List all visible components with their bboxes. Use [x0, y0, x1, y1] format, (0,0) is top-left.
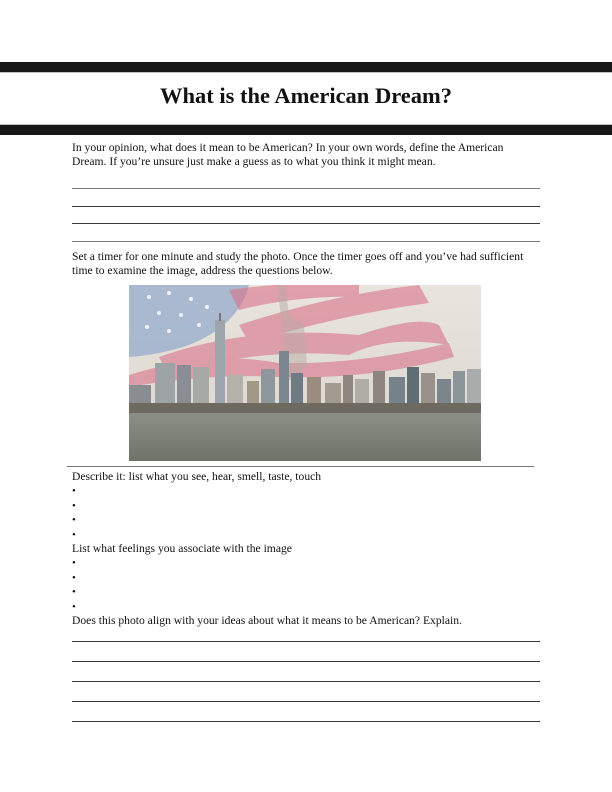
explain-line-3[interactable] [72, 681, 540, 682]
prompt-line-2: Dream. If you’re unsure just make a guess as to what you think it might mean. [72, 155, 436, 168]
feelings-bullet-3[interactable]: • [72, 586, 76, 598]
skyline-flag-photo [129, 285, 481, 461]
feelings-prompt: List what feelings you associate with the image [72, 542, 292, 555]
header-bar-top [0, 62, 612, 73]
answer-line-1[interactable] [72, 188, 540, 189]
describe-bullet-2[interactable]: • [72, 500, 76, 512]
describe-bullet-3[interactable]: • [72, 514, 76, 526]
answer-line-3[interactable] [72, 223, 540, 224]
describe-bullet-4[interactable]: • [72, 529, 76, 541]
explain-line-5[interactable] [72, 721, 540, 722]
answer-line-2[interactable] [72, 206, 540, 207]
align-prompt: Does this photo align with your ideas about what it means to be American? Explain. [72, 614, 462, 627]
explain-line-4[interactable] [72, 701, 540, 702]
feelings-bullet-2[interactable]: • [72, 572, 76, 584]
explain-line-1[interactable] [72, 641, 540, 642]
timer-instructions [72, 250, 548, 278]
describe-prompt: Describe it: list what you see, hear, smell, taste, touch [72, 470, 322, 483]
page-title: What is the American Dream? [159, 83, 453, 108]
header-bar-bottom [0, 124, 612, 135]
photo-image-icon [129, 285, 481, 461]
feelings-bullet-1[interactable]: • [72, 557, 76, 569]
section-divider [67, 466, 534, 467]
instruction-line-2: time to examine the image, address the questions below. [72, 264, 333, 277]
instruction-line-1: Set a timer for one minute and study the photo. Once the timer goes off and you’ve had sufficient [72, 250, 524, 263]
explain-line-2[interactable] [72, 661, 540, 662]
question-define-american-dream [72, 141, 544, 169]
prompt-line-1: In your opinion, what does it mean to be American? In your own words, define the American [72, 141, 504, 154]
answer-line-4[interactable] [72, 241, 540, 242]
feelings-bullet-4[interactable]: • [72, 601, 76, 613]
describe-bullet-1[interactable]: • [72, 485, 76, 497]
